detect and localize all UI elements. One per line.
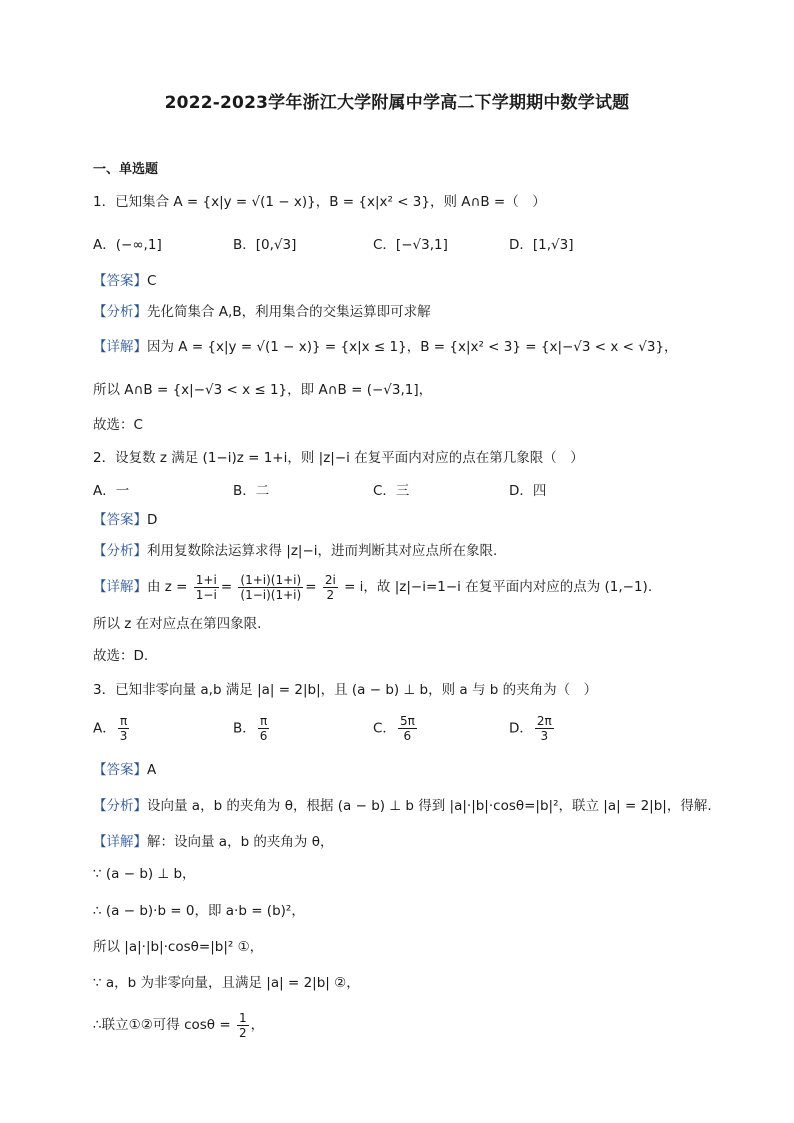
q3-step-2: ∴ (a − b)·b = 0，即 a·b = (b)²， <box>93 903 305 919</box>
q3-step-4: ∵ a，b 为非零向量，且满足 |a| = 2|b| ②， <box>93 975 360 991</box>
answer-tag: 【答案】 <box>93 512 147 528</box>
q2-fraction-1: $\frac{1+i}{1-i}$ <box>195 572 217 602</box>
analysis-tag: 【分析】 <box>93 798 147 814</box>
q2-analysis-text: 利用复数除法运算求得 |z|−i，进而判断其对应点所在象限. <box>147 543 498 559</box>
q3-step-1: ∵ (a − b) ⊥ b， <box>93 866 196 882</box>
q1-analysis <box>93 302 431 322</box>
q2-option-c: C．三 <box>373 483 410 499</box>
q1-detail-text: 因为 A = {x|y = √(1 − x)} = {x|x ≤ 1}，B = {x|x² < 3} = {x|−√3 < x < √3}， <box>147 339 678 355</box>
detail-tag: 【详解】 <box>93 579 147 595</box>
q2-choose: 故选：D. <box>93 648 149 664</box>
page-title: 2022-2023学年浙江大学附属中学高二下学期期中数学试题 <box>164 93 630 113</box>
q3-option-b: B． $\frac{\pi}{6}$ <box>233 714 268 743</box>
q1-detail-2: 所以 A∩B = {x|−√3 < x ≤ 1}，即 A∩B = (−√3,1]， <box>93 382 433 398</box>
analysis-tag: 【分析】 <box>93 543 147 559</box>
answer-tag: 【答案】 <box>93 762 147 778</box>
q3-answer <box>93 760 156 780</box>
q2-stem: 2．设复数 z 满足 (1−i)z = 1+i，则 |z|−i 在复平面内对应的点在第几象限（ ） <box>93 450 584 466</box>
q1-option-d: D．[1,√3] <box>509 237 574 253</box>
q3-detail <box>93 832 333 852</box>
q3-answer-value: A <box>147 762 157 778</box>
q2-detail-post: = i，故 |z|−i=1−i 在复平面内对应的点为 (1,−1). <box>344 579 653 595</box>
q1-analysis-text: 先化简集合 A,B，利用集合的交集运算即可求解 <box>147 304 431 320</box>
q1-option-a: A．(−∞,1] <box>93 237 162 253</box>
q2-fraction-3: $\frac{2i}{2}$ <box>324 572 336 602</box>
q2-detail-pre: 由 z = <box>147 579 188 595</box>
q1-answer <box>93 271 156 291</box>
section-heading: 一、单选题 <box>93 162 159 177</box>
q2-conclusion: 所以 z 在对应点在第四象限. <box>93 616 262 632</box>
q1-option-c: C．[−√3,1] <box>373 237 448 253</box>
q1-option-b: B．[0,√3] <box>233 237 297 253</box>
q3-analysis-text: 设向量 a，b 的夹角为 θ，根据 (a − b) ⊥ b 得到 |a|·|b|·cosθ=|b|²，联立 |a| = 2|b|，得解. <box>147 798 712 814</box>
q3-step-5: ∴联立①②可得 cosθ = $\frac{1}{2}$ ， <box>93 1010 265 1040</box>
q1-choose: 故选：C <box>93 417 143 433</box>
q2-fraction-2: $\frac{(1+i)(1+i)}{(1-i)(1+i)}$ <box>240 572 302 602</box>
q1-detail <box>93 337 678 357</box>
q3-analysis <box>93 796 712 816</box>
q3-option-d: D． $\frac{2\pi}{3}$ <box>509 714 552 743</box>
q2-analysis <box>93 541 497 561</box>
q2-option-a: A．一 <box>93 483 130 499</box>
q1-answer-value: C <box>147 273 157 289</box>
q3-step5-fraction: $\frac{1}{2}$ <box>238 1010 247 1040</box>
detail-tag: 【详解】 <box>93 834 147 850</box>
q2-option-b: B．二 <box>233 483 270 499</box>
answer-tag: 【答案】 <box>93 273 147 289</box>
analysis-tag: 【分析】 <box>93 304 147 320</box>
detail-tag: 【详解】 <box>93 339 147 355</box>
q3-option-a: A． $\frac{\pi}{3}$ <box>93 714 128 743</box>
q2-answer-value: D <box>147 512 158 528</box>
q2-answer <box>93 510 157 530</box>
q3-option-c: C． $\frac{5\pi}{6}$ <box>373 714 415 743</box>
q3-detail-text: 解：设向量 a，b 的夹角为 θ， <box>147 834 334 850</box>
q1-stem: 1．已知集合 A = {x|y = √(1 − x)}，B = {x|x² < 3}，则 A∩B =（ ） <box>93 194 546 210</box>
q3-stem: 3．已知非零向量 a,b 满足 |a| = 2|b|，且 (a − b) ⊥ b，则 a 与 b 的夹角为（ ） <box>93 682 598 698</box>
q3-step-3: 所以 |a|·|b|·cosθ=|b|² ①， <box>93 939 264 955</box>
q2-option-d: D．四 <box>509 483 547 499</box>
q2-detail: 【详解】由 z = $\frac{1+i}{1-i}$ = $\frac{(1+i)(1+i)}{(1-i)(1+i)}$ = $\frac{2i}{2}$ = i，故 |z|−i=1−i 在复平面内对应的点为 (1,−1). <box>93 572 653 602</box>
